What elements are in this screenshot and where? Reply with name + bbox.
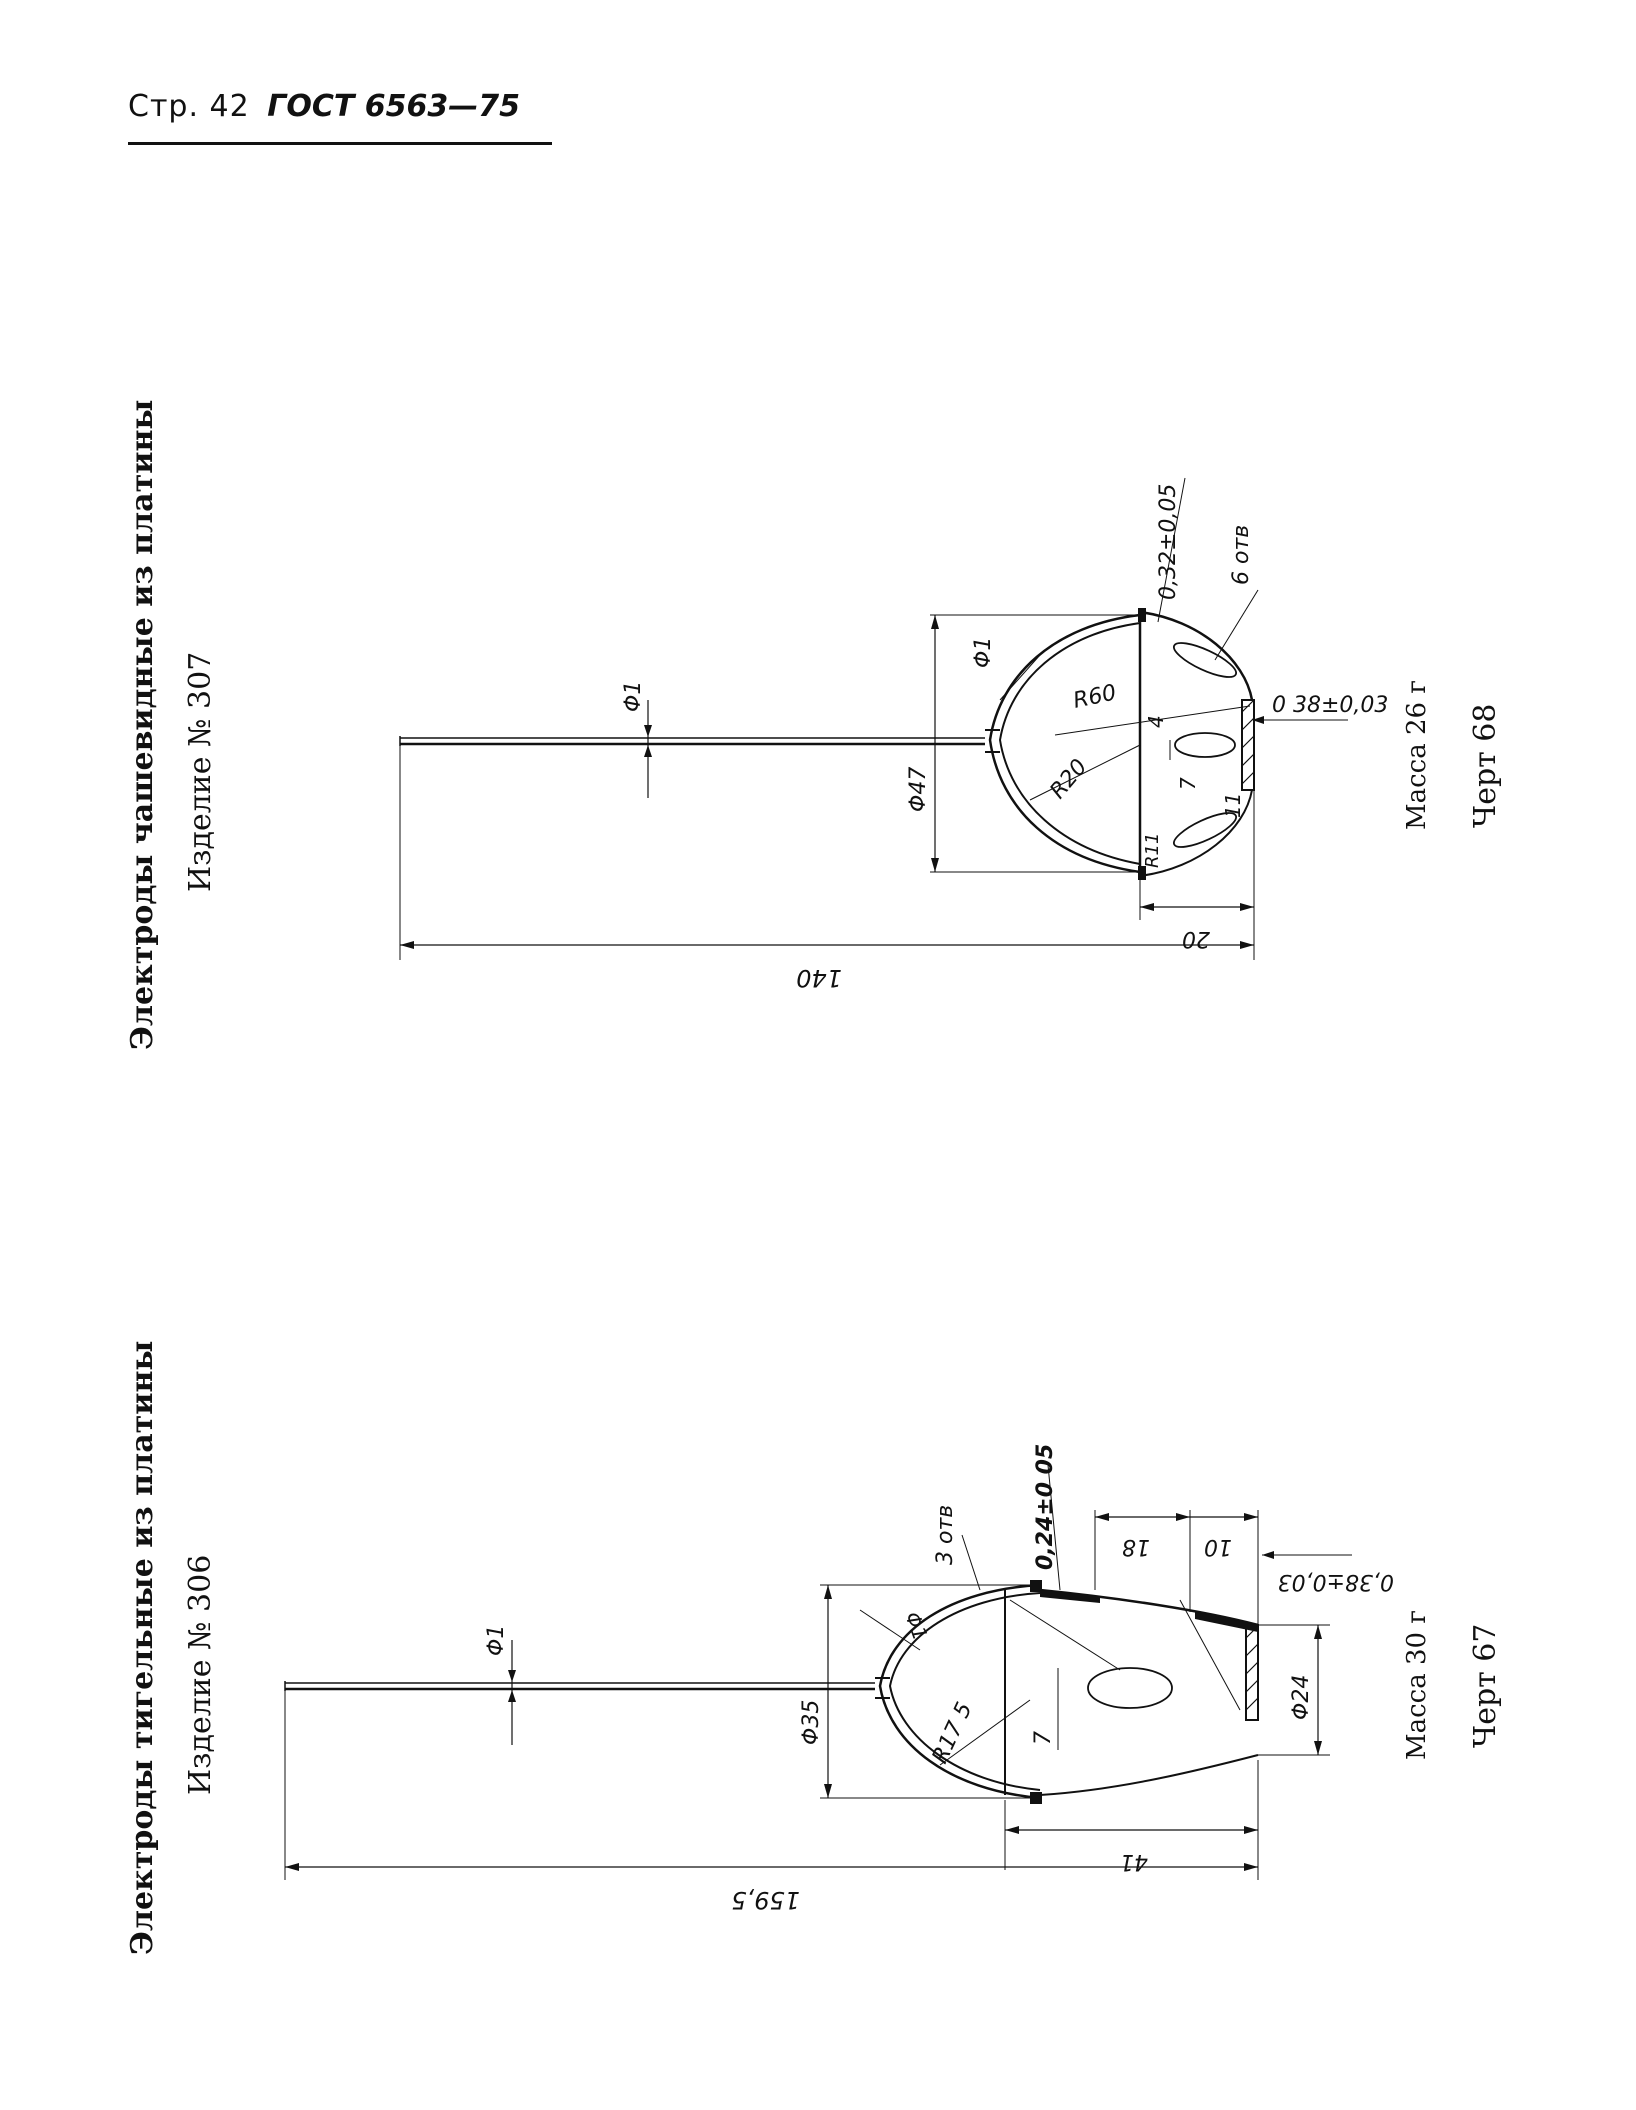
drawing68-depth: 20	[1182, 926, 1210, 951]
drawing67-depth: 41	[1120, 1849, 1148, 1874]
drawing68-bottom-disc	[1242, 700, 1254, 790]
drawing68-r11: R11	[1142, 832, 1163, 868]
drawing68-thickness2: 0 38±0,03	[1272, 693, 1389, 718]
drawing68-hole	[1175, 733, 1235, 757]
drawing68-mass: Масса 26 г	[1402, 680, 1432, 830]
drawing68-item: Изделие № 307	[183, 651, 218, 892]
drawing67-item: Изделие № 306	[183, 1554, 218, 1795]
drawing67-bottom-dia: Φ24	[1289, 1674, 1314, 1720]
drawing67-r17: R17 5	[927, 1698, 978, 1768]
drawing68-holes: 6 отв	[1229, 524, 1254, 585]
drawing-67	[125, 1340, 1503, 1955]
drawing68-hole-pitch: 4	[1144, 715, 1168, 728]
drawing68-hole-len: 7	[1176, 777, 1200, 790]
drawing68-wall-dia: Φ1	[971, 636, 996, 668]
drawing67-mass: Масса 30 г	[1402, 1610, 1432, 1760]
drawing68-fig: Черт 68	[1468, 703, 1503, 828]
drawing67-thickness1: 0,24±0 05	[1033, 1443, 1058, 1570]
drawing68-r60: R60	[1071, 680, 1119, 714]
drawing67-h10: 10	[1204, 1534, 1232, 1559]
drawing68-hole	[1170, 637, 1240, 684]
drawing67-length: 159,5	[731, 1886, 800, 1914]
drawing68-wire-dia: Φ1	[621, 680, 646, 712]
drawing67-h18: 18	[1122, 1534, 1150, 1559]
drawing68-thickness1: 0,32±0,05	[1156, 483, 1181, 600]
drawing67-wall-dia: Φ1	[900, 1608, 933, 1644]
drawing67-fig: Черт 67	[1468, 1623, 1503, 1748]
drawing67-thickness2: 0,38±0,03	[1277, 1569, 1394, 1594]
drawing67-hole	[1088, 1668, 1172, 1708]
drawing67-wire-dia: Φ1	[484, 1624, 509, 1656]
drawing68-bowl-outer	[990, 615, 1140, 872]
drawing67-holes: 3 отв	[933, 1504, 958, 1565]
drawing67-hole-len: 7	[1031, 1731, 1056, 1745]
drawing68-bowl-inner	[1000, 623, 1140, 864]
drawing68-hole-w: 11	[1221, 792, 1245, 818]
drawing68-length: 140	[796, 964, 842, 992]
drawing68-r20: R20	[1045, 754, 1093, 804]
drawing68-title: Электроды чашевидные из платины	[125, 399, 160, 1050]
drawing68-bowl-dia: Φ47	[906, 766, 931, 812]
page-number: Стр. 42	[128, 89, 250, 124]
standard-number: ГОСТ 6563—75	[267, 89, 521, 124]
drawing-68	[125, 400, 1503, 1051]
drawing67-title: Электроды тигельные из платины	[125, 1340, 160, 1955]
drawing67-cup-dia: Φ35	[799, 1699, 824, 1745]
